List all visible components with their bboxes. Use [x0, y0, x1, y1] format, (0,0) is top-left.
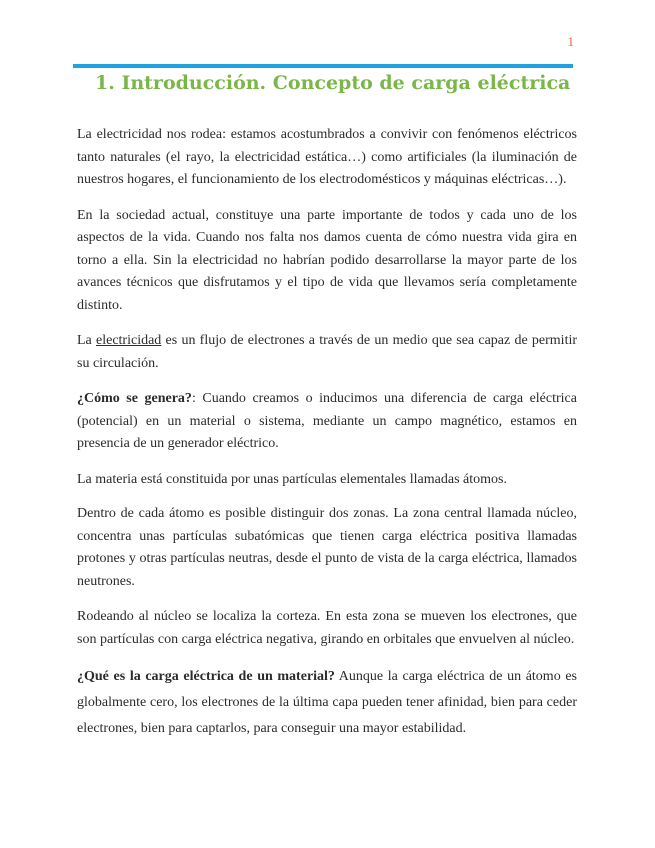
paragraph-charge: [77, 664, 577, 742]
charge-answer: Aunque la carga eléctrica de un átomo es globalmente cero, los electrones de la última capa pueden tener afinidad, bien para ceder electrones, bien para captarlos, para conseguir una mayor estabilidad.: [77, 669, 577, 736]
paragraph-generation: [77, 388, 577, 456]
section-title: 1. Introducción. Concepto de carga eléctrica: [95, 72, 571, 94]
generation-answer: : Cuando creamos o inducimos una diferencia de carga eléctrica (potencial) en un material o sistema, mediante un campo magnético, estamos en presencia de un generador eléctrico.: [77, 391, 577, 451]
header-rule: [73, 64, 573, 68]
definition-text: es un flujo de electrones a través de un medio que sea capaz de permitir su circulación.: [77, 333, 578, 371]
body-text: [77, 124, 577, 755]
paragraph-matter: La materia está constituida por unas partículas elementales llamadas átomos.: [77, 471, 507, 487]
charge-question: ¿Qué es la carga eléctrica de un material?: [77, 669, 335, 684]
generation-question: ¿Cómo se genera?: [77, 391, 192, 406]
page-number: 1: [567, 34, 574, 49]
paragraph-society: En la sociedad actual, constituye una parte importante de todos y cada uno de los aspectos de la vida. Cuando nos falta nos damos cuenta de cómo nuestra vida gira en torno a ella. Sin la electricidad no habrían podido desarrollarse la mayor parte de los avances técnicos que disfrutamos y el tipo de vida que llevamos sería completamente distinto.: [77, 207, 577, 313]
paragraph-intro: La electricidad nos rodea: estamos acostumbrados a convivir con fenómenos eléctricos tanto naturales (el rayo, la electricidad estática…) como artificiales (la iluminación de nuestros hogares, el funcionamiento de los electrodomésticos y máquinas eléctricas…).: [77, 127, 577, 187]
paragraph-cortex: Rodeando al núcleo se localiza la corteza. En esta zona se mueven los electrones, que son partículas con carga eléctrica negativa, girando en orbitales que envuelven al núcleo.: [77, 609, 577, 647]
definition-prefix: La: [77, 333, 97, 348]
paragraph-nucleus: Dentro de cada átomo es posible distinguir dos zonas. La zona central llamada núcleo, concentra unas partículas subatómicas que tienen carga eléctrica positiva llamadas protones y otras partículas neutras, desde el punto de vista de la carga eléctrica, llamados neutrones.: [77, 506, 577, 589]
electricidad-link[interactable]: electricidad: [96, 333, 162, 348]
paragraph-definition: [77, 330, 577, 375]
